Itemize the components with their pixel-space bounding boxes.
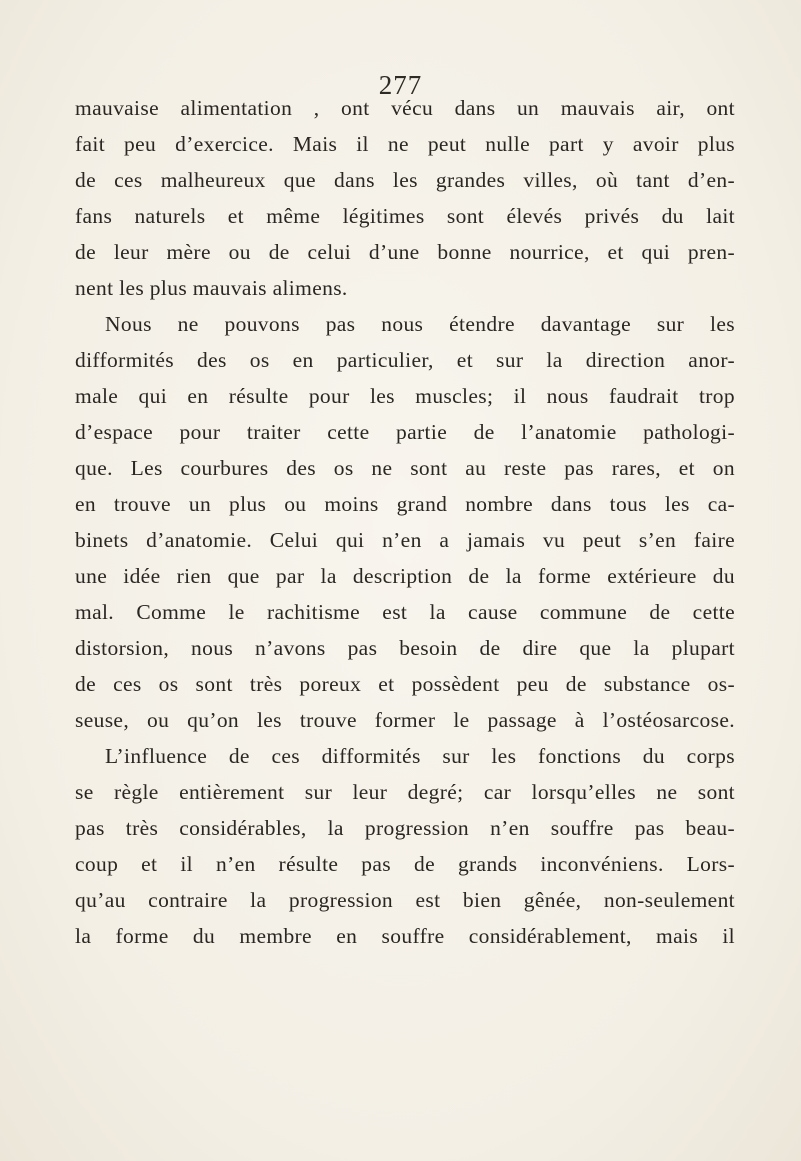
body-text bbox=[75, 90, 735, 954]
paragraph-start-line: L’influence de ces difformités sur les fonctions du corps bbox=[105, 744, 735, 768]
text-line: mal. Comme le rachitisme est la cause commune de cette bbox=[75, 600, 735, 624]
text-line: la forme du membre en souffre considérablement, mais il bbox=[75, 924, 735, 948]
text-line: une idée rien que par la description de la forme extérieure du bbox=[75, 564, 735, 588]
text-line: fait peu d’exercice. Mais il ne peut nulle part y avoir plus bbox=[75, 132, 735, 156]
paragraph-end-line: nent les plus mauvais alimens. bbox=[75, 276, 348, 300]
text-line: fans naturels et même légitimes sont élevés privés du lait bbox=[75, 204, 735, 228]
text-line: de ces os sont très poreux et possèdent peu de substance os- bbox=[75, 672, 735, 696]
text-line: de ces malheureux que dans les grandes villes, où tant d’en- bbox=[75, 168, 735, 192]
text-line: coup et il n’en résulte pas de grands inconvéniens. Lors- bbox=[75, 852, 735, 876]
text-line: binets d’anatomie. Celui qui n’en a jamais vu peut s’en faire bbox=[75, 528, 735, 552]
text-line: qu’au contraire la progression est bien gênée, non-seulement bbox=[75, 888, 735, 912]
text-line: que. Les courbures des os ne sont au reste pas rares, et on bbox=[75, 456, 735, 480]
text-line: distorsion, nous n’avons pas besoin de dire que la plupart bbox=[75, 636, 735, 660]
text-line: en trouve un plus ou moins grand nombre dans tous les ca- bbox=[75, 492, 735, 516]
text-line: d’espace pour traiter cette partie de l’anatomie pathologi- bbox=[75, 420, 735, 444]
text-line: se règle entièrement sur leur degré; car lorsqu’elles ne sont bbox=[75, 780, 735, 804]
page-number: 277 bbox=[378, 70, 423, 100]
paragraph-start-line: Nous ne pouvons pas nous étendre davantage sur les bbox=[105, 312, 735, 336]
text-line: mauvaise alimentation , ont vécu dans un mauvais air, ont bbox=[75, 96, 735, 120]
paragraph-end-line: seuse, ou qu’on les trouve former le passage à l’ostéosarcose. bbox=[75, 708, 735, 732]
text-line: difformités des os en particulier, et sur la direction anor- bbox=[75, 348, 735, 372]
text-line: pas très considérables, la progression n’en souffre pas beau- bbox=[75, 816, 735, 840]
text-line: de leur mère ou de celui d’une bonne nourrice, et qui pren- bbox=[75, 240, 735, 264]
text-line: male qui en résulte pour les muscles; il nous faudrait trop bbox=[75, 384, 735, 408]
